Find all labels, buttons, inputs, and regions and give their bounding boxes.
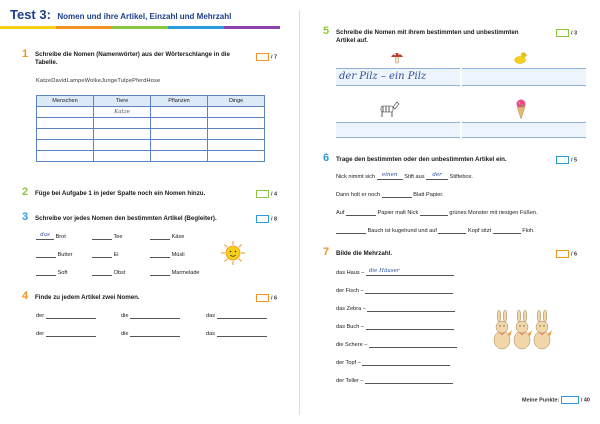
article-item: Marmelade: [150, 268, 200, 276]
task-1-points: / 7: [256, 53, 277, 61]
plural-item: der Fisch –: [336, 286, 453, 294]
writing-line[interactable]: [336, 68, 460, 86]
article-row: das: [206, 311, 267, 319]
task-6-points: / 5: [556, 156, 577, 164]
plural-item: das Zebra –: [336, 304, 455, 312]
task-2-points: / 4: [256, 190, 277, 198]
example-cell[interactable]: Katze: [94, 107, 151, 118]
plural-item: das Haus – die Häuser: [336, 268, 454, 276]
article-row: der: [36, 329, 96, 337]
noun-table: [36, 95, 265, 162]
article-item: Müsli: [150, 250, 185, 258]
example-answer: der Pilz – ein Pilz: [339, 71, 427, 82]
sentence-2: Dann holt er noch Blatt Papier.: [336, 192, 444, 198]
task-1-number: 1: [22, 48, 29, 60]
sentence-3: Auf Papier malt Nick grünes Monster mit riesigen Füßen.: [336, 210, 538, 216]
task-3-points: / 8: [256, 215, 277, 223]
task-7-points: / 6: [556, 250, 577, 258]
icecream-icon: [514, 98, 528, 120]
task-5-number: 5: [323, 25, 330, 37]
task-4-points: / 6: [256, 294, 277, 302]
zebra-icon: [378, 100, 400, 118]
plural-item: der Teller –: [336, 376, 453, 384]
plural-item: der Topf –: [336, 358, 450, 366]
col-dinge: Dinge: [208, 96, 265, 107]
article-row: die: [121, 329, 180, 337]
col-tiere: Tiere: [94, 96, 151, 107]
task-3-number: 3: [22, 211, 29, 223]
plural-item: das Buch –: [336, 322, 454, 330]
test-title: Nomen und ihre Artikel, Einzahl und Mehrzahl: [57, 12, 232, 21]
total-points-box[interactable]: [561, 396, 579, 404]
task-4-instruction: Finde zu jedem Artikel zwei Nomen.: [35, 294, 140, 301]
writing-line[interactable]: [462, 122, 586, 138]
sentence-1: Nick nimmt sich einen Stift aus der Stiftebox.: [336, 172, 473, 180]
col-pflanzen: Pflanzen: [151, 96, 208, 107]
article-row: das: [206, 329, 267, 337]
article-item: Tee: [92, 232, 122, 240]
word-snake: KatzeDavidLampeWolkeJungeTulpePferdHose: [36, 78, 161, 84]
task-7-number: 7: [323, 246, 330, 258]
duck-icon: [512, 50, 528, 66]
article-item: das Brot: [36, 232, 66, 240]
writing-line[interactable]: [462, 68, 586, 86]
article-item: Ei: [92, 250, 119, 258]
task-5-instruction: Schreibe die Nomen mit ihrem bestimmten und unbestimmten Artikel auf.: [336, 29, 519, 44]
task-7-instruction: Bilde die Mehrzahl.: [336, 250, 393, 257]
color-stripe: [0, 26, 280, 29]
sentence-4: Bauch ist kugelrund und auf Kopf sitzt Floh.: [336, 226, 535, 234]
writing-line[interactable]: [336, 122, 460, 138]
col-menschen: Menschen: [37, 96, 94, 107]
bunnies-icon: [490, 310, 554, 352]
article-row: die: [121, 311, 180, 319]
task-2-number: 2: [22, 186, 29, 198]
task-1-instruction: Schreibe die Nomen (Namenwörter) aus der Wörterschlange in die Tabelle.: [35, 51, 230, 66]
page-divider: [299, 10, 300, 415]
task-2-instruction: Füge bei Aufgabe 1 in jeder Spalte noch ein Nomen hinzu.: [35, 190, 206, 197]
total-score: Meine Punkte: / 40: [521, 397, 590, 404]
sun-icon: [220, 240, 246, 266]
article-item: Butter: [36, 250, 73, 258]
task-6-instruction: Trage den bestimmten oder den unbestimmten Artikel ein.: [336, 156, 507, 163]
task-6-number: 6: [323, 152, 330, 164]
page-title: [10, 6, 231, 24]
article-row: der: [36, 311, 96, 319]
mushroom-icon: [390, 50, 404, 64]
article-item: Käse: [150, 232, 184, 240]
test-label: Test 3:: [10, 7, 51, 22]
task-5-points: / 3: [556, 29, 577, 37]
article-item: Obst: [92, 268, 125, 276]
task-4-number: 4: [22, 290, 29, 302]
article-item: Soft: [36, 268, 68, 276]
task-3-instruction: Schreibe vor jedes Nomen den bestimmten Artikel (Begleiter).: [35, 215, 217, 222]
points-box[interactable]: [256, 53, 269, 61]
plural-item: die Schere –: [336, 340, 457, 348]
